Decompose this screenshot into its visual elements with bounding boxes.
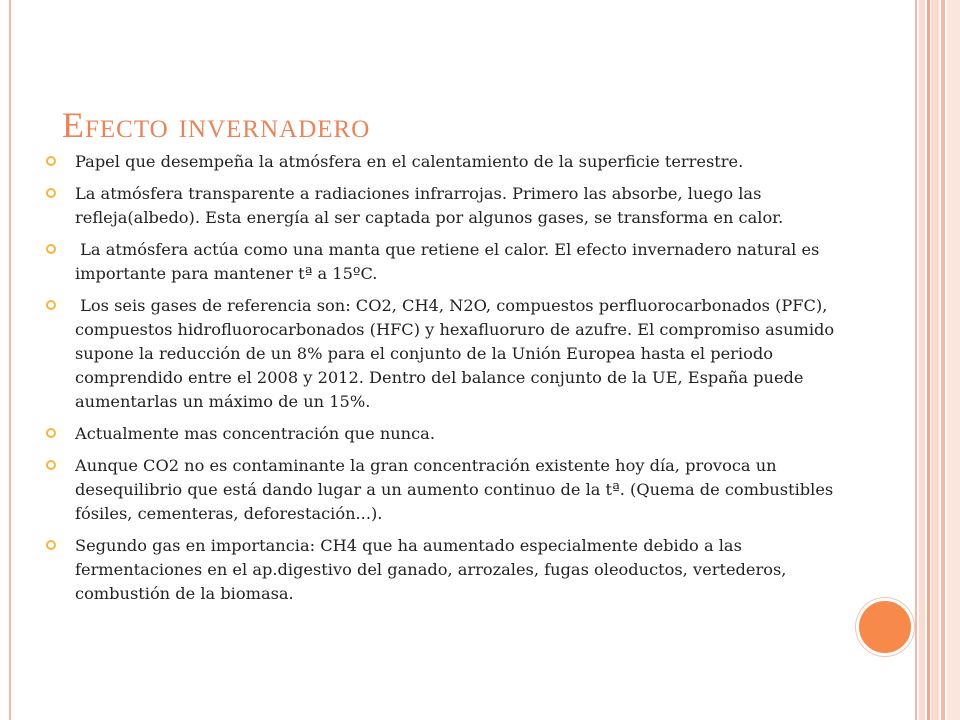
bullet-circle-icon	[46, 244, 56, 254]
bullet-text: Papel que desempeña la atmósfera en el calentamiento de la superficie terrestre.	[75, 152, 744, 171]
decorative-stripe	[919, 0, 925, 720]
bullet-circle-icon	[46, 428, 56, 438]
bullet-item	[44, 454, 874, 526]
bullet-circle-icon	[46, 156, 56, 166]
bullet-circle-icon	[46, 188, 56, 198]
decorative-stripe	[947, 0, 960, 720]
bullet-item	[44, 294, 874, 414]
bullet-item	[44, 238, 874, 286]
slide-title: Efecto invernadero	[62, 105, 371, 145]
bullet-item	[44, 182, 874, 230]
bullet-list	[44, 150, 874, 614]
bullet-item	[44, 150, 874, 174]
bullet-text: La atmósfera transparente a radiaciones infrarrojas. Primero las absorbe, luego las refleja(albedo). Esta energía al ser captada por algunos gases, se transforma en calor.	[75, 184, 784, 227]
decorative-stripe	[941, 0, 945, 720]
bullet-text: Segundo gas en importancia: CH4 que ha aumentado especialmente debido a las fermentaciones en el ap.digestivo del ganado, arrozales, fugas oleoductos, vertederos, combustión de la biomasa.	[75, 536, 787, 603]
bullet-text: Actualmente mas concentración que nunca.	[75, 424, 435, 443]
bullet-circle-icon	[46, 540, 56, 550]
bullet-text: Los seis gases de referencia son: CO2, CH4, N2O, compuestos perfluorocarbonados (PFC), compuestos hidrofluorocarbonados (HFC) y hexafluoruro de azufre. El compromiso asumido supone la reducción de un 8% para el conjunto de la Unión Europea hasta el periodo comprendido entre el 2008 y 2012. Dentro del balance conjunto de la UE, España puede aumentarlas un máximo de un 15%.	[75, 296, 840, 411]
bullet-circle-icon	[46, 460, 56, 470]
bullet-item	[44, 534, 874, 606]
bullet-text: La atmósfera actúa como una manta que retiene el calor. El efecto invernadero natural es importante para mantener tª a 15ºC.	[75, 240, 825, 283]
bullet-circle-icon	[46, 300, 56, 310]
bullet-item	[44, 422, 874, 446]
decorative-stripe	[931, 0, 939, 720]
bullet-text: Aunque CO2 no es contaminante la gran concentración existente hoy día, provoca un desequilibrio que está dando lugar a un aumento continuo de la tª. (Quema de combustibles fósiles, cementeras, deforestación...).	[75, 456, 834, 523]
decorative-stripe	[927, 0, 930, 720]
